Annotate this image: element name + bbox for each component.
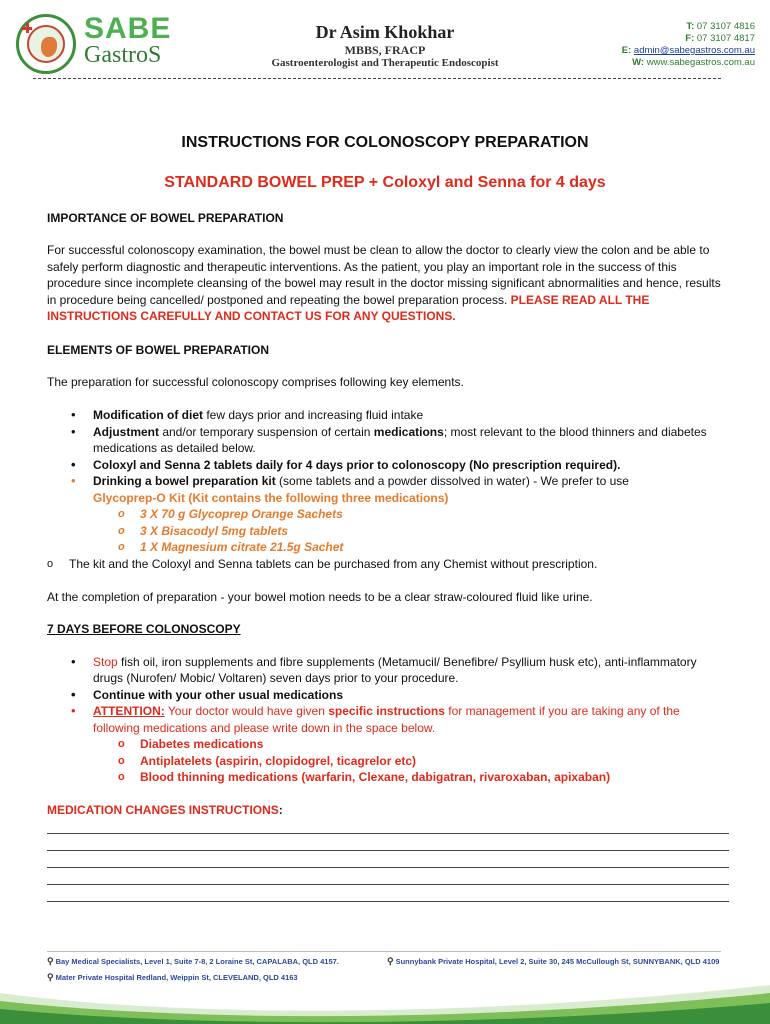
list-item: o 1 X Magnesium citrate 21.5g Sachet — [140, 539, 723, 556]
location-1: ⚲ Bay Medical Specialists, Level 1, Suite 7-8, 2 Loraine St, CAPALABA, QLD 4157. — [47, 956, 339, 966]
list-item: • Modification of diet few days prior and increasing fluid intake — [93, 407, 723, 424]
write-line[interactable] — [47, 885, 729, 902]
letterhead — [0, 0, 770, 82]
list-item: • ATTENTION: Your doctor would have given specific instructions for management if you are taking any of the following medications and please write down in the space below. o Diabetes medications o Antiplatelets (aspirin, clopidogrel, ticagrelor etc) o Blood thinning medications (warfarin, Clexane, dabigatran, rivaroxaban, apixaban) — [93, 703, 723, 786]
write-line[interactable] — [47, 868, 729, 885]
importance-paragraph: For successful colonoscopy examination, the bowel must be clean to allow the doctor to clearly view the colon and be able to safely perform diagnostic and therapeutic interventions. As the patient, you play an important role in the success of this procedure since incomplete cleansing of the bowel may result in the doctor missing significant abnormalities and hence, results in procedure being cancelled/ postponed and repeating the bowel preparation process. PLEASE READ ALL THE INSTRUCTIONS CAREFULLY AND CONTACT US FOR ANY QUESTIONS. — [47, 243, 721, 323]
location-2: ⚲ Sunnybank Private Hospital, Level 2, Suite 30, 245 McCullough St, SUNNYBANK, QLD 4109 — [387, 956, 720, 966]
chemist-note-list — [47, 556, 723, 573]
page-subtitle: STANDARD BOWEL PREP + Coloxyl and Senna for 4 days — [164, 174, 606, 191]
list-item: o 3 X Bisacodyl 5mg tablets — [140, 523, 723, 540]
completion-note: At the completion of preparation - your bowel motion needs to be a clear straw-coloured fluid like urine. — [47, 590, 593, 604]
list-item: o Diabetes medications — [140, 736, 723, 753]
list-item: o 3 X 70 g Glycoprep Orange Sachets — [140, 506, 723, 523]
elements-intro: The preparation for successful colonoscopy comprises following key elements. — [47, 374, 464, 389]
contact-block — [622, 21, 755, 69]
web-line: W: www.sabegastros.com.au — [632, 57, 755, 68]
write-line[interactable] — [47, 851, 729, 868]
list-item: • Coloxyl and Senna 2 tablets daily for 4 days prior to colonoscopy (No prescription required). — [93, 457, 723, 474]
email-link[interactable]: admin@sabegastros.com.au — [633, 45, 755, 56]
doctor-qualifications: MBBS, FRACP — [344, 43, 426, 57]
medication-list — [93, 736, 723, 786]
elements-heading: ELEMENTS OF BOWEL PREPARATION — [47, 342, 270, 357]
write-line[interactable] — [47, 834, 729, 851]
phone-number: 07 3107 4816 — [696, 21, 755, 32]
document-body — [47, 134, 723, 902]
med-changes-write-area[interactable] — [47, 817, 723, 902]
list-item: o Antiplatelets (aspirin, clopidogrel, ticagrelor etc) — [140, 753, 723, 770]
importance-warning: PLEASE READ ALL THE INSTRUCTIONS CAREFULLY AND CONTACT US FOR ANY QUESTIONS. — [47, 292, 650, 323]
footer-divider — [47, 951, 721, 952]
phone-line: T: 07 3107 4816 — [686, 21, 755, 32]
fax-line: F: 07 3107 4817 — [685, 33, 755, 44]
write-line[interactable] — [47, 817, 729, 834]
list-item: • Adjustment and/or temporary suspension of certain medications; most relevant to the blood thinners and diabetes medications as detailed below. — [93, 424, 723, 457]
doctor-role: Gastroenterologist and Therapeutic Endoscopist — [271, 57, 499, 69]
list-item: • Continue with your other usual medications — [93, 687, 723, 704]
logo-emblem-icon — [16, 14, 76, 74]
med-changes-heading: MEDICATION CHANGES INSTRUCTIONS: — [47, 802, 283, 817]
seven-days-list — [47, 654, 723, 786]
fax-number: 07 3107 4817 — [696, 33, 755, 44]
location-pin-icon: ⚲ — [47, 956, 54, 966]
kit-contents-list — [93, 506, 723, 556]
elements-list — [47, 407, 723, 556]
website-link[interactable]: www.sabegastros.com.au — [646, 57, 755, 68]
seven-days-heading: 7 DAYS BEFORE COLONOSCOPY — [47, 621, 241, 636]
list-item: • Drinking a bowel preparation kit (some tablets and a powder dissolved in water) - We prefer to use Glycoprep-O Kit (Kit contains the following three medications) o 3 X 70 g Glycoprep Orange Sachets o 3 X Bisacodyl 5mg tablets o 1 X Magnesium citrate 21.5g Sachet — [93, 473, 723, 556]
list-item: o The kit and the Coloxyl and Senna tablets can be purchased from any Chemist without prescription. — [69, 556, 723, 573]
importance-heading: IMPORTANCE OF BOWEL PREPARATION — [47, 211, 284, 225]
logo-text-sabe: SABE — [84, 12, 172, 45]
list-item: • Stop fish oil, iron supplements and fibre supplements (Metamucil/ Benefibre/ Psyllium husk etc), anti-inflammatory drugs (Nurofen/ Mobic/ Voltaren) seven days prior to your procedure. — [93, 654, 723, 687]
page-title: INSTRUCTIONS FOR COLONOSCOPY PREPARATION — [181, 134, 589, 151]
doctor-name: Dr Asim Khokhar — [315, 22, 455, 42]
logo-text-gastros: GastroS — [84, 42, 162, 68]
email-line: E: admin@sabegastros.com.au — [621, 45, 755, 56]
list-item: o Blood thinning medications (warfarin, Clexane, dabigatran, rivaroxaban, apixaban) — [140, 769, 723, 786]
location-pin-icon: ⚲ — [47, 972, 54, 982]
header-divider — [33, 78, 721, 79]
kit-name: Glycoprep-O Kit (Kit contains the following three medications) — [93, 490, 449, 505]
location-pin-icon: ⚲ — [387, 956, 394, 966]
location-3: ⚲ Mater Private Hospital Redland, Weippin St, CLEVELAND, QLD 4163 — [47, 972, 298, 982]
footer-wave-decoration — [0, 972, 770, 1024]
